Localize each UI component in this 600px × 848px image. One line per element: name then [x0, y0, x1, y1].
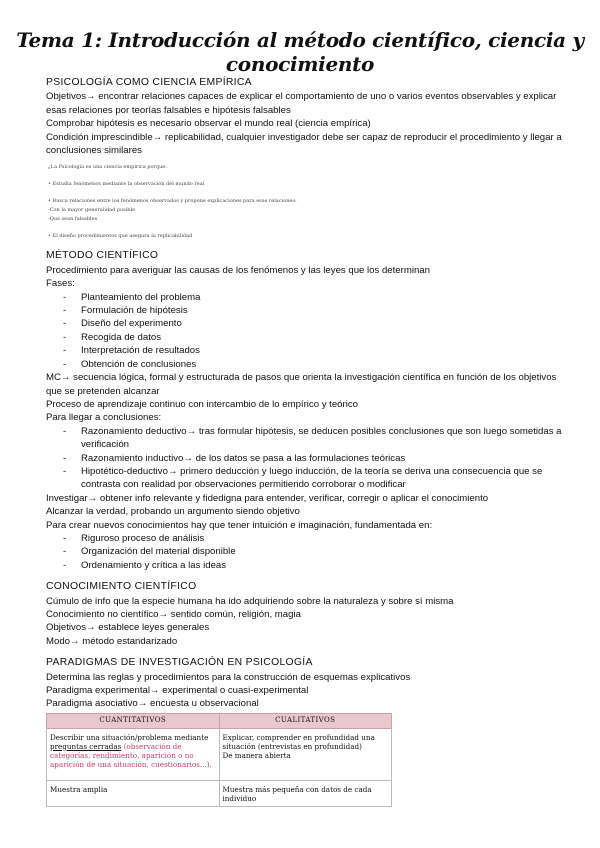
conclusiones-list — [46, 425, 566, 492]
paragraph: Modo→ método estandarizado — [46, 635, 178, 647]
slide-line: ¿La Psicología es una ciencia empírica porque: — [48, 164, 167, 171]
table-cell — [47, 728, 220, 780]
section-heading-psicologia: PSICOLOGÍA COMO CIENCIA EMPÍRICA — [46, 77, 252, 88]
cell-text-highlight: (observación de categorías, rendimiento, aparición o no aparición de una situación, cuestionarios...). — [50, 741, 212, 769]
paragraph: Investigar→ obtener info relevante y fidedigna para entender, verificar, corregir o aplicar el conocimiento — [46, 492, 489, 504]
list-item: - Recogida de datos — [63, 331, 566, 344]
paragraph: Proceso de aprendizaje continuo con intercambio de lo empírico y teórico — [46, 398, 358, 410]
cell-text: Explicar, comprender en profundidad una situación (entrevistas en profundidad) — [222, 732, 375, 751]
notes-body — [46, 76, 566, 807]
section-heading-metodo: MÉTODO CIENTÍFICO — [46, 250, 159, 262]
slide-line: • Estudia fenómenos mediante la observación del mundo real — [48, 181, 205, 188]
cell-text: De manera abierta — [222, 750, 291, 760]
table-header-cualitativos: CUALITATIVOS — [219, 713, 392, 728]
paragraph: Alcanzar la verdad, probando un argumento siendo objetivo — [46, 506, 300, 518]
list-item: - Diseño del experimento — [63, 317, 566, 330]
paragraph: Cúmulo de info que la especie humana ha ido adquiriendo sobre la naturaleza y sobre sí misma — [46, 595, 454, 607]
paragraph: Objetivos→ establece leyes generales — [46, 622, 210, 634]
list-item: - Organización del material disponible — [63, 545, 566, 558]
list-item: - Razonamiento inductivo→ de los datos se pasa a las formulaciones teóricas — [63, 452, 566, 465]
table-row — [47, 780, 392, 806]
list-item: - Obtención de conclusiones — [63, 358, 566, 371]
list-item: - Formulación de hipótesis — [63, 304, 566, 317]
paragraph: Paradigma experimental→ experimental o cuasi-experimental — [46, 685, 309, 697]
cell-text-underlined: preguntas cerradas — [50, 741, 122, 751]
paragraph: Determina las reglas y procedimientos para la construcción de esquemas explicativos — [46, 671, 411, 683]
paragraph: Paradigma asociativo→ encuesta u observacional — [46, 698, 259, 710]
list-item: - Planteamiento del problema — [63, 291, 566, 304]
slide-line: • El diseño procedimientos que asegura la replicabilidad — [48, 233, 193, 240]
paragraph: Procedimiento para averiguar las causas de los fenómenos y las leyes que los determinan — [46, 264, 430, 276]
slide-line: -Que sean falsables — [48, 216, 98, 223]
paragraph: Comprobar hipótesis es necesario observar el mundo real (ciencia empírica) — [46, 118, 371, 130]
paragraph: MC→ secuencia lógica, formal y estructurada de pasos que orienta la investigación científica en función de los objetivos que se pretenden alcanzar — [46, 372, 557, 397]
crear-list — [46, 532, 566, 572]
paragraph: Objetivos→ encontrar relaciones capaces de explicar el comportamiento de uno o varios eventos observables y explicar esas relaciones por teorías falsables e hipótesis falsables — [46, 91, 557, 116]
section-heading-conocimiento: CONOCIMIENTO CIENTÍFICO — [46, 581, 197, 593]
list-item: - Riguroso proceso de análisis — [63, 532, 566, 545]
paragraph: Conocimiento no científico→ sentido común, religión, magia — [46, 609, 301, 620]
list-item: - Interpretación de resultados — [63, 344, 566, 357]
paragraph: Para llegar a conclusiones: — [46, 412, 162, 424]
slide-line: -Con la mayor generalidad posible — [48, 207, 136, 214]
cell-text: Describir una situación/problema mediante — [50, 732, 209, 742]
fases-list — [46, 291, 566, 371]
table-cell: Muestra amplia — [47, 780, 220, 806]
list-item: - Razonamiento deductivo→ tras formular hipótesis, se deducen posibles conclusiones que son luego sometidas a verificación — [63, 425, 566, 452]
table-cell: Muestra más pequeña con datos de cada individuo — [219, 780, 392, 806]
paragraph: Para crear nuevos conocimientos hay que tener intuición e imaginación, fundamentada en: — [46, 519, 433, 531]
paragraph: Fases: — [46, 278, 75, 290]
table-row — [47, 728, 392, 780]
table-cell — [219, 728, 392, 780]
paragraph: Condición imprescindible→ replicabilidad, cualquier investigador debe ser capaz de reproducir el procedimiento y llegar a conclusiones similares — [46, 131, 562, 157]
slide-line: • Busca relaciones entre los fenómenos observados y propone explicaciones para esas relaciones: — [48, 198, 297, 205]
embedded-slide-image — [48, 163, 566, 241]
page-title: Tema 1: Introducción al método científico, ciencia y conocimiento — [16, 28, 584, 76]
comparison-table — [46, 713, 392, 807]
list-item: - Hipotético-deductivo→ primero deducción y luego inducción, de la teoría se deriva una consecuencia que se contrasta con realidad por observaciones permitiendo corroborar o modificar — [63, 465, 566, 492]
list-item: - Ordenamiento y crítica a las ideas — [63, 559, 566, 572]
table-header-cuantitativos: CUANTITATIVOS — [47, 713, 220, 728]
section-heading-paradigmas: PARADIGMAS DE INVESTIGACIÓN EN PSICOLOGÍA — [46, 657, 313, 669]
